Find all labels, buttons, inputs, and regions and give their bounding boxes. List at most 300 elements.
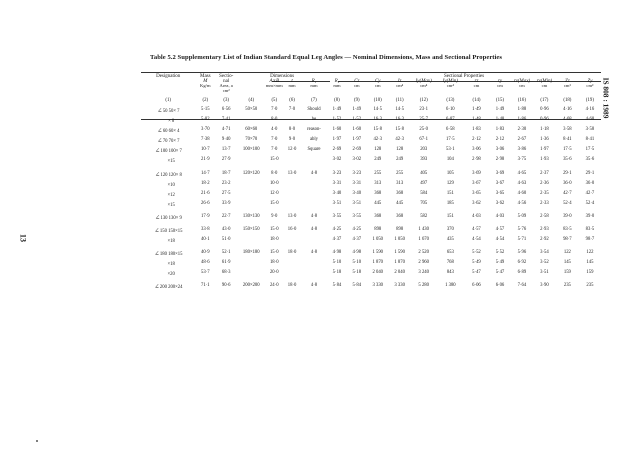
symbol-header: Iy(Max) (415, 79, 432, 84)
cell-rmax: 6·89 (517, 270, 527, 276)
designation-text: 130 130× 9 (160, 215, 182, 221)
cell-imax: 582 (420, 213, 428, 219)
cell-zy: 29·1 (585, 170, 595, 176)
cell-r1: 13·0 (287, 170, 297, 176)
cell-rmin: 2·35 (540, 190, 549, 196)
cell-cy: 3·02 (352, 157, 362, 163)
mass-unit: Kg/m (200, 83, 211, 88)
cell-a: 52·1 (221, 250, 231, 256)
mass-symbol: M (203, 79, 208, 84)
cell-r2: 4·8 (310, 283, 318, 289)
cell-imin: 151 (446, 190, 454, 196)
cell-ry: 3·67 (495, 180, 505, 186)
cell-ry: 3·69 (495, 170, 505, 176)
cell-m: 33·8 (200, 227, 210, 233)
cell-iy: 368 (396, 213, 404, 219)
cell-imin: 53·1 (446, 147, 455, 153)
cell-rz: 3·67 (472, 180, 481, 186)
cell-cz: 3·55 (332, 213, 342, 219)
angle-symbol-icon: ∠ (157, 107, 163, 114)
cell-cz: 5·84 (332, 283, 342, 289)
cell-t: 4·0 (271, 127, 278, 133)
cell-r1 (283, 238, 301, 248)
symbol-header: Cy (374, 79, 381, 84)
cell-rmax: 4·56 (517, 200, 527, 206)
cell-cy: 3·55 (352, 213, 362, 219)
cell-t: 15·0 (269, 227, 279, 233)
cell-zy: 4·68 (585, 117, 595, 123)
cell-rz: 3·06 (472, 147, 481, 153)
cell-rz: 1·48 (472, 117, 481, 123)
unit-header: cm (374, 83, 381, 88)
cell-cz: 5·10 (332, 260, 342, 266)
column-index: (11) (395, 98, 404, 104)
cell-ab: 70×70 (245, 137, 258, 143)
symbol-header: t (291, 79, 293, 84)
angle-symbol-icon: ∠ (154, 251, 160, 258)
cell-zz: 35·6 (563, 157, 572, 163)
cell-iz: 3 330 (372, 283, 383, 289)
cell-iy: 1 870 (394, 260, 405, 266)
cell-imax: 393 (420, 157, 428, 163)
cell-t: 8·0 (271, 117, 278, 123)
unit-header: mm (333, 83, 341, 88)
table-row (141, 138, 601, 148)
column-index: (16) (517, 98, 526, 104)
cell-iy: 16·3 (395, 117, 404, 123)
cell-ab: 60×60 (245, 127, 258, 133)
unit-header: mm×mm (265, 83, 283, 88)
unit-header: cm³ (586, 83, 594, 88)
column-index: (7) (311, 98, 317, 104)
cell-zy: 52·4 (585, 200, 595, 206)
cell-t: 7·0 (271, 137, 278, 143)
table-row (141, 172, 601, 182)
cell-m: 10·7 (200, 147, 210, 153)
cell-zy: 159 (586, 270, 594, 276)
cell-rmax: 1·88 (517, 106, 527, 112)
cell-iy: 1 050 (394, 237, 405, 243)
cell-rmin: 3·51 (540, 270, 549, 276)
cell-rmin: 1·18 (540, 127, 549, 133)
cell-m: 21·9 (200, 157, 210, 163)
cell-imax: 67·1 (419, 137, 428, 143)
cell-ry: 5·49 (495, 260, 505, 266)
cell-rz: 5·47 (472, 270, 481, 276)
cell-a: 7·41 (221, 117, 231, 123)
designation-cell (141, 118, 195, 128)
cell-a: 61·9 (221, 260, 231, 266)
designation-cell (141, 182, 195, 192)
designation-cell (141, 251, 195, 261)
table-row (141, 128, 601, 138)
cell-imin: 104 (446, 157, 454, 163)
designation-text: ×20 (167, 272, 175, 278)
designation-header: Designation (156, 74, 181, 79)
cell-rmax: 2·67 (517, 137, 527, 143)
cell-cy: 4·25 (352, 227, 362, 233)
column-index: (19) (585, 98, 594, 104)
cell-zy: 42·7 (585, 190, 595, 196)
cell-rmax: 5·76 (517, 227, 527, 233)
cell-imax: 5 280 (418, 283, 429, 289)
cell-zz: 83·5 (563, 227, 572, 233)
designation-cell (141, 215, 195, 225)
cell-m: 14·7 (200, 170, 210, 176)
cell-rz: 6·06 (472, 283, 481, 289)
cell-ab (237, 158, 265, 168)
cell-r2 (301, 158, 327, 168)
cell-zy: 17·5 (585, 147, 595, 153)
cell-cz: 1·49 (332, 106, 342, 112)
cell-iy: 15·8 (395, 127, 404, 133)
cell-iz: 255 (374, 170, 382, 176)
symbol-header: ry (497, 79, 503, 84)
cell-r2: 4·8 (310, 227, 318, 233)
cell-ab (237, 238, 265, 248)
cell-rz: 3·62 (472, 200, 481, 206)
cell-r1: 18·0 (287, 283, 297, 289)
cell-r2: Square (307, 147, 321, 153)
unit-header: cm (541, 83, 548, 88)
cell-zz: 36·0 (563, 180, 572, 186)
cell-r2: Should (307, 106, 321, 112)
unit-header: cm (473, 83, 480, 88)
cell-m: 48·6 (200, 260, 210, 266)
designation-text: ×15 (167, 202, 175, 208)
cell-iy: 255 (396, 170, 404, 176)
mass-header: Mass (200, 74, 211, 79)
cell-imax: 405 (420, 170, 428, 176)
cell-cz: 1·52 (332, 117, 342, 123)
cell-rmax: 4·65 (517, 170, 527, 176)
unit-header: cm (354, 83, 360, 88)
cell-cy: 1·97 (352, 137, 362, 143)
cell-zz: 159 (563, 270, 571, 276)
cell-r2 (301, 202, 327, 212)
cell-r1: 13·0 (287, 213, 297, 219)
designation-text: ×15 (167, 159, 175, 165)
cell-iz: 2 040 (372, 270, 383, 276)
designation-text: ×10 (167, 182, 175, 188)
standard-side-label: IS 808 : 1989 (601, 77, 611, 119)
cell-m: 53·7 (200, 270, 210, 276)
cell-ry: 4·54 (495, 237, 505, 243)
cell-t: 18·0 (269, 237, 279, 243)
cell-m: 3·70 (200, 127, 210, 133)
cell-m: 18·2 (200, 180, 210, 186)
cell-zz: 17·5 (563, 147, 572, 153)
cell-zz: 4·68 (563, 117, 572, 123)
cell-ab (237, 182, 265, 192)
table-row (141, 228, 601, 238)
cell-imin: 129 (446, 180, 454, 186)
cell-cy: 1·60 (352, 127, 362, 133)
cell-m: 40·1 (200, 237, 210, 243)
cell-rmax: 5·96 (517, 250, 527, 256)
cell-r1 (283, 202, 301, 212)
designation-text: × 8 (168, 119, 175, 125)
cell-t: 7·0 (271, 147, 278, 153)
cell-iz: 1 870 (372, 260, 383, 266)
designation-cell (141, 128, 195, 138)
cell-ab (237, 261, 265, 271)
cell-iy: 14·5 (395, 106, 404, 112)
cell-zy: 39·0 (585, 213, 595, 219)
cell-m: 7·38 (200, 137, 210, 143)
cell-r1 (283, 192, 301, 202)
cell-rmax: 4·60 (517, 190, 527, 196)
cell-rmin: 3·52 (540, 260, 549, 266)
designation-cell (141, 261, 195, 271)
designation-text: 200 200×24 (159, 285, 183, 291)
designation-text: ×18 (167, 262, 175, 268)
cell-cy: 1·49 (352, 106, 362, 112)
unit-header: cm⁴ (420, 83, 428, 88)
cell-m: 40·9 (200, 250, 210, 256)
table-row (141, 108, 601, 118)
cell-a: 22·7 (221, 213, 231, 219)
cell-r2: 4·8 (310, 250, 318, 256)
cell-cz: 3·02 (332, 157, 342, 163)
cell-a: 13·7 (221, 147, 231, 153)
cell-iz: 42·3 (373, 137, 383, 143)
sectional-area-header: Sectio- (219, 74, 234, 79)
column-index: (18) (563, 98, 572, 104)
cell-ry: 1·48 (495, 117, 505, 123)
cell-r1 (283, 158, 301, 168)
cell-rz: 5·49 (472, 260, 481, 266)
table-title: Table 5.2 Supplementary List of Indian Standard Equal Leg Angles — Nominal Dimensions, Mass and Sectional Properties (150, 54, 503, 61)
cell-iy: 1 590 (394, 250, 405, 256)
sectional-properties-header: Sectional Properties (443, 74, 485, 79)
angle-symbol-icon: ∠ (154, 228, 160, 235)
cell-r1: 18·0 (287, 250, 297, 256)
cell-r1 (283, 271, 301, 281)
designation-text: 50 50× 7 (162, 108, 180, 114)
cell-rmax: 3·75 (517, 157, 527, 163)
symbol-header: rv(Max) (513, 79, 531, 84)
symbol-header: rz (474, 79, 479, 84)
table-row (141, 202, 601, 212)
symbol-header: R₁ (311, 79, 317, 84)
table-row (141, 238, 601, 248)
symbol-header: Zy (587, 79, 593, 84)
cell-rmin: 3·54 (540, 250, 549, 256)
cell-m: 21·6 (200, 190, 210, 196)
cell-iz: 1 050 (372, 237, 383, 243)
cell-rmax: 5·09 (517, 213, 527, 219)
symbol-header: R₂ (334, 79, 340, 84)
cell-iz: 313 (374, 180, 382, 186)
cell-r2: reason- (307, 127, 321, 133)
symbol-header: Iy(Min) (442, 79, 458, 84)
designation-cell (141, 108, 195, 118)
cell-cz: 3·23 (332, 170, 342, 176)
cell-m: 5·15 (200, 106, 210, 112)
cell-ry: 3·65 (495, 190, 505, 196)
cell-imax: 25·0 (419, 127, 428, 133)
cell-t: 10·0 (269, 180, 279, 186)
cell-r2 (301, 238, 327, 248)
cell-cz: 4·25 (332, 227, 342, 233)
cell-cy: 1·52 (352, 117, 362, 123)
cell-ab: 100×100 (242, 147, 260, 153)
cell-iz: 14·5 (373, 106, 383, 112)
angle-symbol-icon: ∠ (157, 138, 163, 145)
cell-r2: ably (309, 137, 319, 143)
cell-rz: 3·65 (472, 190, 481, 196)
angle-symbol-icon: ∠ (157, 128, 163, 135)
cell-t: 24·0 (269, 283, 279, 289)
cell-rz: 4·54 (472, 237, 481, 243)
cell-cy: 4·37 (352, 237, 362, 243)
cell-imax: 3 240 (418, 270, 429, 276)
table-row (141, 251, 601, 261)
cell-r1: 9·0 (288, 137, 296, 143)
cell-ab: 180×180 (242, 250, 260, 256)
cell-m: 26·6 (200, 200, 210, 206)
cell-zz: 122 (563, 250, 571, 256)
area-unit: cm² (222, 87, 230, 93)
designation-text: 180 180×15 (159, 252, 183, 258)
unit-header: cm⁴ (396, 83, 404, 88)
cell-imin: 843 (446, 270, 454, 276)
cell-zy: 3·58 (585, 127, 595, 133)
cell-cz: 3·40 (332, 190, 342, 196)
symbol-header: A×B (269, 79, 279, 84)
cell-imax: 2 520 (418, 250, 429, 256)
cell-r1: 8·0 (288, 127, 296, 133)
table-row (141, 148, 601, 158)
cell-iz: 368 (374, 213, 382, 219)
cell-rmin: 0·96 (540, 106, 549, 112)
cell-r1: 7·0 (288, 106, 296, 112)
column-index: (1) (165, 98, 171, 104)
table-row (141, 158, 601, 168)
cell-imin: 185 (446, 200, 454, 206)
cell-rmin: 2·33 (540, 200, 549, 206)
dimensions-header: Dimensions (270, 74, 295, 79)
cell-a: 6·56 (221, 106, 231, 112)
cell-cy: 5·84 (352, 283, 362, 289)
cell-cz: 1·97 (332, 137, 342, 143)
symbol-header: Iz (397, 79, 402, 84)
cell-zy: 235 (586, 283, 594, 289)
cell-cy: 3·23 (352, 170, 362, 176)
symbol-header: Zz (565, 79, 570, 84)
designation-cell (141, 158, 195, 168)
cell-imin: 6·10 (446, 106, 455, 112)
area-label: Area, a (219, 83, 233, 88)
cell-zz: 8·41 (563, 137, 572, 143)
table-index-row (141, 93, 601, 108)
cell-cy: 5·18 (352, 270, 362, 276)
cell-cz: 1·60 (332, 127, 342, 133)
cell-iz: 16·3 (373, 117, 383, 123)
cell-cy: 3·40 (352, 190, 362, 196)
cell-iz: 368 (374, 190, 382, 196)
cell-imin: 653 (446, 250, 454, 256)
cell-imin: 6·58 (446, 127, 455, 133)
cell-cz: 3·31 (332, 180, 342, 186)
cell-rmin: 2·37 (540, 170, 549, 176)
designation-cell (141, 238, 195, 248)
cell-zz: 235 (563, 283, 571, 289)
cell-zz: 4·16 (563, 106, 572, 112)
cell-r2 (301, 192, 327, 202)
cell-zz: 42·7 (563, 190, 572, 196)
cell-ab (237, 271, 265, 281)
cell-ry: 2·12 (495, 137, 505, 143)
angle-properties-table (141, 74, 601, 295)
column-index: (9) (354, 98, 360, 104)
cell-iz: 128 (374, 147, 382, 153)
cell-imax: 705 (420, 200, 428, 206)
cell-imax: 1 670 (418, 237, 429, 243)
designation-text: 60 60× 4 (162, 129, 180, 135)
cell-iz: 15·8 (373, 127, 383, 133)
cell-r2: be (311, 117, 317, 123)
table-body (141, 108, 601, 295)
cell-rmin: 1·36 (540, 137, 549, 143)
cell-imax: 2 960 (418, 260, 429, 266)
cell-cz: 3·51 (332, 200, 342, 206)
cell-rz: 2·98 (472, 157, 481, 163)
designation-text: 120 120× 8 (160, 172, 182, 178)
cell-ry: 5·47 (495, 270, 505, 276)
column-index: (13) (446, 98, 455, 104)
cell-ab: 130×130 (242, 213, 260, 219)
table-row (141, 261, 601, 271)
designation-cell (141, 228, 195, 238)
cell-iz: 445 (374, 200, 382, 206)
cell-iy: 3 330 (394, 283, 405, 289)
cell-cz: 4·37 (332, 237, 342, 243)
cell-rmax: 4·63 (517, 180, 527, 186)
column-index: (17) (540, 98, 549, 104)
cell-imin: 151 (446, 213, 454, 219)
cell-imin: 1 380 (445, 283, 456, 289)
cell-cz: 4·98 (332, 250, 342, 256)
cell-iz: 1 590 (372, 250, 383, 256)
section-nal: nal (223, 79, 230, 84)
column-index: (8) (334, 98, 340, 104)
cell-imax: 497 (420, 180, 428, 186)
cell-rz: 4·03 (472, 213, 481, 219)
cell-m: 17·9 (200, 213, 210, 219)
cell-rmin: 3·90 (540, 283, 549, 289)
cell-t: 20·0 (269, 270, 279, 276)
designation-cell (141, 138, 195, 148)
cell-ab: 50×50 (245, 106, 258, 112)
table-row (141, 118, 601, 128)
cell-cy: 2·69 (352, 147, 362, 153)
cell-a: 33·9 (221, 200, 231, 206)
cell-r1: 16·0 (287, 227, 297, 233)
cell-a: 27·9 (221, 157, 231, 163)
designation-text: 150 150×15 (159, 229, 183, 235)
table-row (141, 182, 601, 192)
cell-r2 (301, 182, 327, 192)
cell-rmax: 3·86 (517, 147, 527, 153)
designation-text: 70 70× 7 (162, 139, 180, 145)
table-top-rule (141, 72, 601, 73)
angle-symbol-icon: ∠ (154, 148, 160, 155)
unit-header: cm (497, 83, 503, 88)
cell-rmin: 2·36 (540, 180, 549, 186)
cell-a: 68·3 (221, 270, 231, 276)
